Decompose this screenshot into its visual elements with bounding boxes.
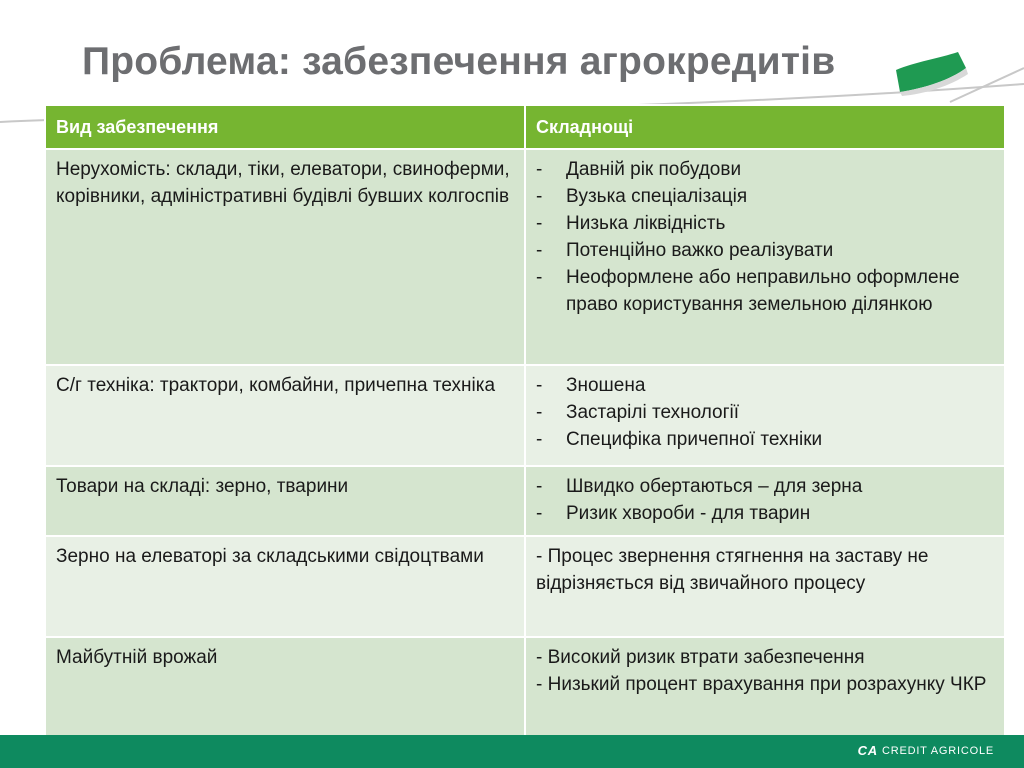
logo-text: CREDIT AGRICOLE xyxy=(881,744,994,757)
leaf-logo-icon xyxy=(896,52,966,92)
collateral-type-cell: Майбутній врожай xyxy=(45,637,525,736)
difficulties-cell xyxy=(525,466,1005,536)
difficulties-cell xyxy=(525,149,1005,365)
list-item: - Вузька спеціалізація xyxy=(536,186,748,207)
header-swoosh-line-right xyxy=(950,68,1024,102)
collateral-type-cell: Зерно на елеваторі за складськими свідоцтвами xyxy=(45,536,525,637)
list-item: - Швидко обертаються – для зерна xyxy=(536,476,863,497)
difficulties-cell xyxy=(525,637,1005,736)
list-item: - Низька ліквідність xyxy=(536,213,726,234)
difficulty-text: - Процес звернення стягнення на заставу не відрізняється від звичайного процесу xyxy=(536,546,929,594)
page-title: Проблема: забезпечення агрокредитів xyxy=(82,40,836,83)
list-item: - Ризик хвороби - для тварин xyxy=(536,503,811,524)
credit-agricole-logo xyxy=(858,743,994,758)
list-item: - Специфіка причепної техніки xyxy=(536,429,823,450)
difficulties-list xyxy=(536,473,994,527)
list-item: - Давній рік побудови xyxy=(536,159,742,180)
leaf-logo-shadow-icon xyxy=(900,68,968,96)
difficulties-list xyxy=(536,372,994,453)
table-row xyxy=(45,637,1005,736)
difficulties-cell xyxy=(525,536,1005,637)
difficulties-cell xyxy=(525,365,1005,466)
table-header-row xyxy=(45,105,1005,149)
list-item: - Неоформлене або неправильно оформлене право користування земельною ділянкою xyxy=(536,267,960,315)
table-row xyxy=(45,365,1005,466)
logo-mark-icon: CA xyxy=(857,743,878,758)
collateral-type-cell: Нерухомість: склади, тіки, елеватори, свиноферми, корівники, адміністративні будівлі бувших колгоспів xyxy=(45,149,525,365)
list-item: - Потенційно важко реалізувати xyxy=(536,240,834,261)
list-item: - Зношена xyxy=(536,375,646,396)
table-row xyxy=(45,536,1005,637)
table-row xyxy=(45,149,1005,365)
footer-bar xyxy=(0,735,1024,768)
collateral-table xyxy=(44,104,1006,737)
column-header-difficulties: Складнощі xyxy=(525,105,1005,149)
table-row xyxy=(45,466,1005,536)
list-item: - Застарілі технології xyxy=(536,402,740,423)
difficulty-text: - Низький процент врахування при розрахунку ЧКР xyxy=(536,674,987,695)
column-header-collateral-type: Вид забезпечення xyxy=(45,105,525,149)
collateral-type-cell: С/г техніка: трактори, комбайни, причепна техніка xyxy=(45,365,525,466)
difficulty-text: - Високий ризик втрати забезпечення xyxy=(536,647,865,668)
collateral-type-cell: Товари на складі: зерно, тварини xyxy=(45,466,525,536)
difficulties-list xyxy=(536,156,994,318)
